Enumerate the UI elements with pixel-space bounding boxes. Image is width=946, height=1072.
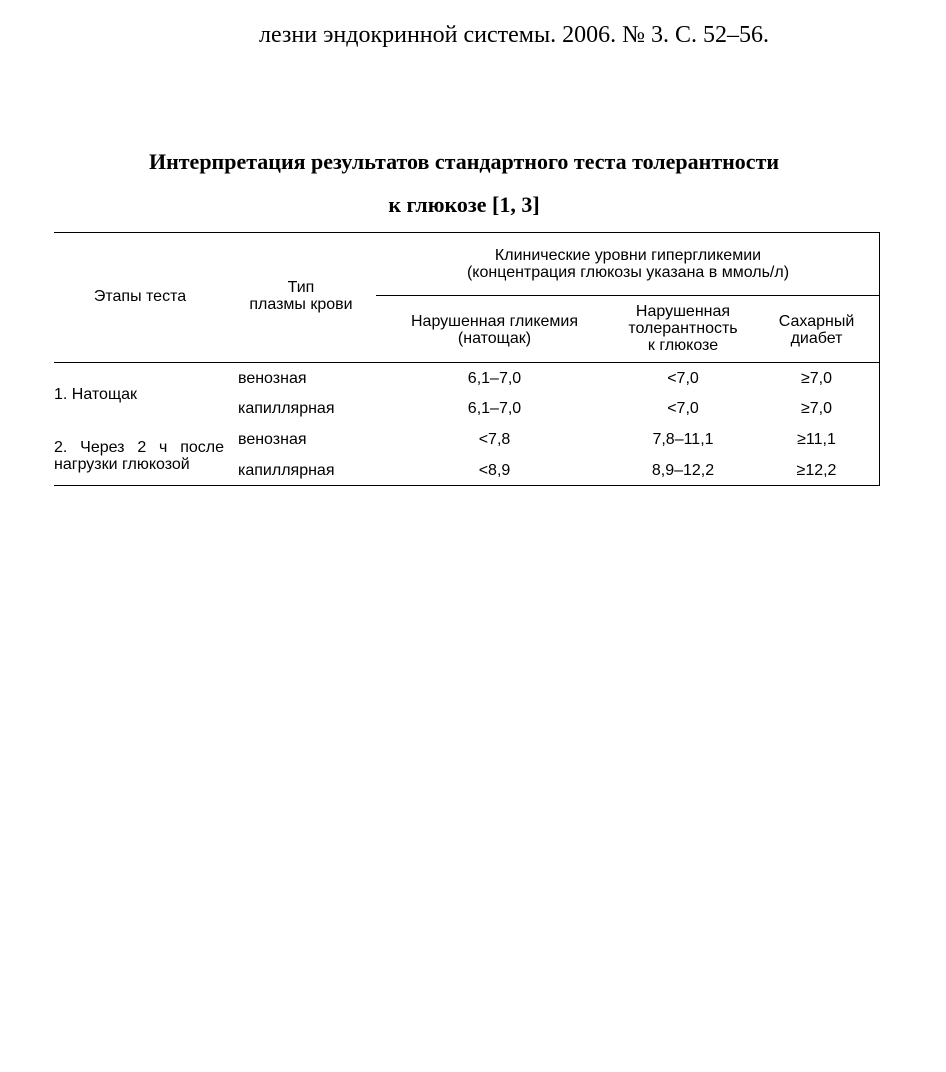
table-row-diabetes: ≥11,1 <box>797 431 836 448</box>
header-plasma-type <box>226 279 376 313</box>
stage-label-word: ч <box>159 439 168 456</box>
table-row-glycemia: 6,1–7,0 <box>467 400 522 417</box>
table-bottom-rule <box>54 485 880 486</box>
header-diabetes-line-1: Сахарный <box>778 313 855 330</box>
table-row-plasma: капиллярная <box>238 462 335 479</box>
header-diabetes-line-2: диабет <box>790 330 843 347</box>
header-impaired-glycemia-line-1: Нарушенная гликемия <box>410 313 579 330</box>
header-impaired-tolerance-line-3: к глюкозе <box>647 337 719 354</box>
header-impaired-tolerance-line-1: Нарушенная <box>635 303 731 320</box>
table-row-tolerance: <7,0 <box>667 370 699 387</box>
header-hyperglycemia-levels-line-2: (концентрация глюкозы указана в ммоль/л) <box>466 264 790 281</box>
table-row-glycemia: 6,1–7,0 <box>467 370 522 387</box>
table-row-glycemia: <7,8 <box>478 431 511 448</box>
table-row-tolerance: <7,0 <box>667 400 699 417</box>
header-plasma-type-line-1: Тип <box>287 279 315 296</box>
table-row-diabetes: ≥12,2 <box>796 462 837 479</box>
table-row-plasma: венозная <box>238 370 307 387</box>
header-plasma-type-line-2: плазмы крови <box>249 296 353 313</box>
group-header-rule <box>376 295 880 296</box>
header-diabetes <box>753 313 880 347</box>
stage-label-after-load-line-2: нагрузки глюкозой <box>54 456 190 473</box>
table-title-line-1: Интерпретация результатов стандартного теста толерантности <box>148 149 780 174</box>
stage-label-word: 2. <box>54 439 68 456</box>
header-hyperglycemia-levels-line-1: Клинические уровни гипергликемии <box>494 247 762 264</box>
stage-label-after-load-line-1 <box>54 439 224 456</box>
stage-label-word: 2 <box>137 439 147 456</box>
table-row-glycemia: <8,9 <box>478 462 511 479</box>
table-row-plasma: капиллярная <box>238 400 335 417</box>
header-impaired-glycemia <box>376 313 613 347</box>
table-row-diabetes: ≥7,0 <box>800 400 833 417</box>
table-title-line-2: к глюкозе [1, 3] <box>388 192 540 217</box>
header-stage: Этапы теста <box>93 288 187 305</box>
header-bottom-rule <box>54 362 880 363</box>
header-impaired-tolerance <box>613 303 753 354</box>
table-row-tolerance: 7,8–11,1 <box>652 431 714 448</box>
header-impaired-glycemia-line-2: (натощак) <box>457 330 532 347</box>
header-impaired-tolerance-line-2: толерантность <box>628 320 738 337</box>
table-row-diabetes: ≥7,0 <box>800 370 833 387</box>
table-top-rule <box>54 232 880 233</box>
glucose-tolerance-table <box>54 232 880 486</box>
stage-label-fasting: 1. Натощак <box>54 386 137 403</box>
reference-line: лезни эндокринной системы. 2006. № 3. С. 52–56. <box>259 22 769 48</box>
stage-label-after-load <box>54 439 224 473</box>
table-row-tolerance: 8,9–12,2 <box>651 462 715 479</box>
stage-label-word: Через <box>80 439 125 456</box>
header-hyperglycemia-levels <box>376 247 880 281</box>
stage-label-word: после <box>180 439 224 456</box>
table-row-plasma: венозная <box>238 431 307 448</box>
